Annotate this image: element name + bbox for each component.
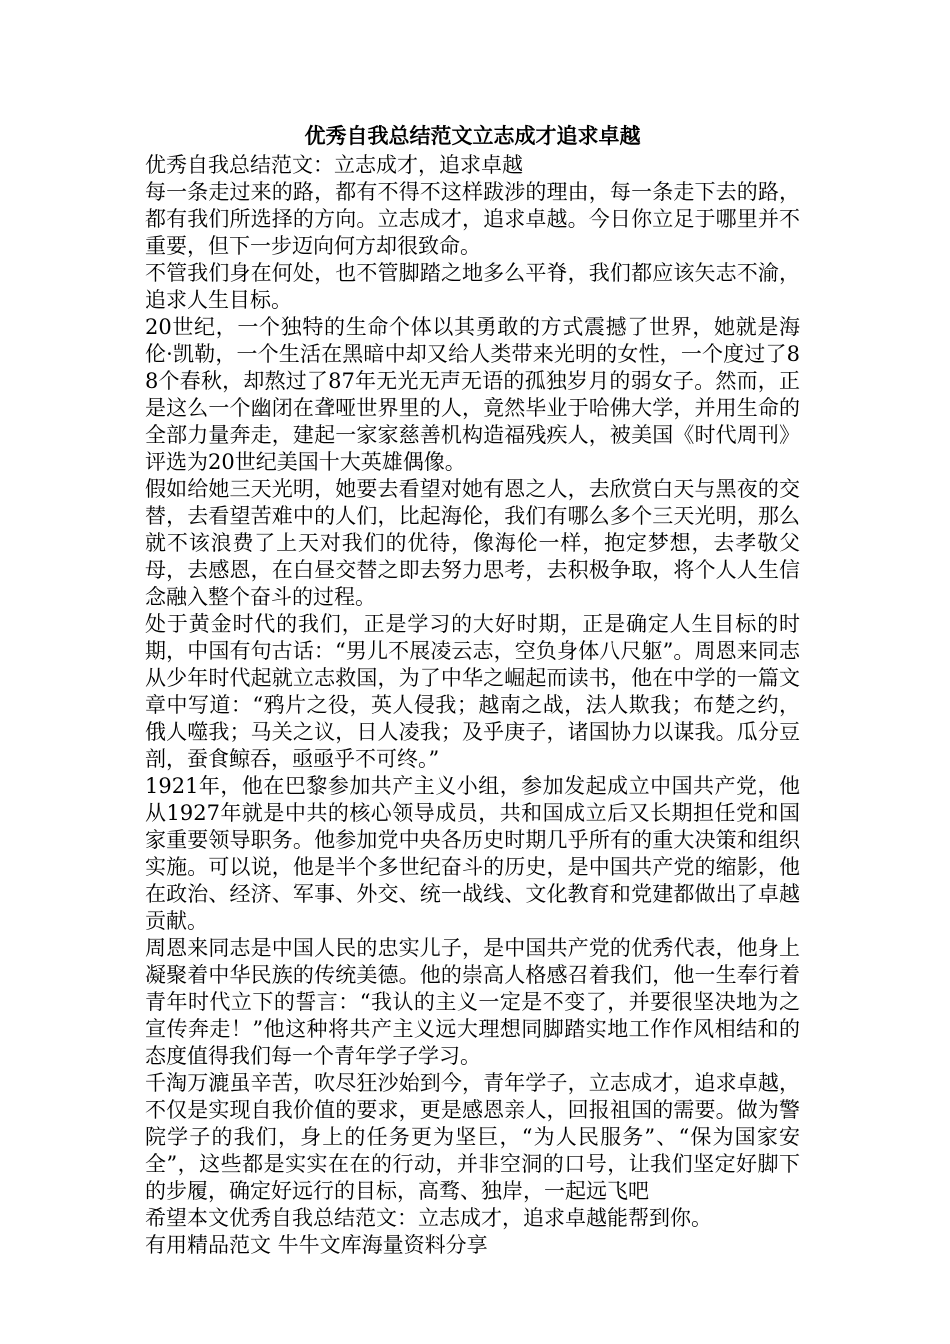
- subtitle-paragraph: 优秀自我总结范文：立志成才，追求卓越: [145, 153, 523, 177]
- document-page: [145, 120, 800, 1259]
- body-paragraph: 周恩来同志是中国人民的忠实儿子，是中国共产党的优秀代表，他身上凝聚着中华民族的传统美德。他的崇高人格感召着我们，他一生奉行着青年时代立下的誓言：“我认的主义一定是不变了，并要很坚决地为之宣传奔走！”他这种将共产主义远大理想同脚踏实地工作作风相结和的态度值得我们每一个青年学子学习。: [145, 936, 800, 1068]
- document-title: 优秀自我总结范文立志成才追求卓越: [304, 124, 641, 148]
- body-paragraph: 不管我们身在何处，也不管脚踏之地多么平脊，我们都应该矢志不渝，追求人生目标。: [145, 261, 800, 312]
- body-paragraph: 20世纪，一个独特的生命个体以其勇敢的方式震撼了世界，她就是海伦·凯勒，一个生活在黑暗中却又给人类带来光明的女性，一个度过了88个春秋，却熬过了87年无光无声无语的孤独岁月的弱女子。然而，正是这么一个幽闭在聋哑世界里的人，竟然毕业于哈佛大学，并用生命的全部力量奔走，建起一家家慈善机构造福残疾人，被美国《时代周刊》评选为20世纪美国十大英雄偶像。: [145, 315, 800, 474]
- body-paragraph: 千淘万漉虽辛苦，吹尽狂沙始到今，青年学子，立志成才，追求卓越，不仅是实现自我价值的要求，更是感恩亲人，回报祖国的需要。做为警院学子的我们，身上的任务更为坚巨，“为人民服务”、“保为国家安全”，这些都是实实在在的行动，并非空洞的口号，让我们坚定好脚下的步履，确定好远行的目标，高骛、独岸，一起远飞吧: [145, 1071, 800, 1203]
- body-paragraph: 假如给她三天光明，她要去看望对她有恩之人，去欣赏白天与黑夜的交替，去看望苦难中的人们，比起海伦，我们有哪么多个三天光明，那么就不该浪费了上天对我们的优待，像海伦一样，抱定梦想，去孝敬父母，去感恩，在白昼交替之即去努力思考，去积极争取，将个人人生信念融入整个奋斗的过程。: [145, 477, 800, 609]
- body-paragraph: 1921年，他在巴黎参加共产主义小组，参加发起成立中国共产党，他从1927年就是中共的核心领导成员，共和国成立后又长期担任党和国家重要领导职务。他参加党中央各历史时期几乎所有的重大决策和组织实施。可以说，他是半个多世纪奋斗的历史，是中国共产党的缩影，他在政治、经济、军事、外交、统一战线、文化教育和党建都做出了卓越贡献。: [145, 774, 800, 933]
- body-paragraph: 处于黄金时代的我们，正是学习的大好时期，正是确定人生目标的时期，中国有句古话：“男儿不展凌云志，空负身体八尺躯”。周恩来同志从少年时代起就立志救国，为了中华之崛起而读书，他在中学的一篇文章中写道：“鸦片之役，英人侵我；越南之战，法人欺我；布楚之约，俄人噬我；马关之议，日人凌我；及乎庚子，诸国协力以谋我。瓜分豆剖，蚕食鲸吞，亟亟乎不可终。”: [145, 612, 800, 771]
- footer-note: 有用精品范文 牛牛文库海量资料分享: [145, 1233, 488, 1257]
- body-paragraph: 每一条走过来的路，都有不得不这样跋涉的理由，每一条走下去的路，都有我们所选择的方向。立志成才，追求卓越。今日你立足于哪里并不重要，但下一步迈向何方却很致命。: [145, 180, 800, 258]
- closing-paragraph: 希望本文优秀自我总结范文：立志成才，追求卓越能帮到你。: [145, 1206, 712, 1230]
